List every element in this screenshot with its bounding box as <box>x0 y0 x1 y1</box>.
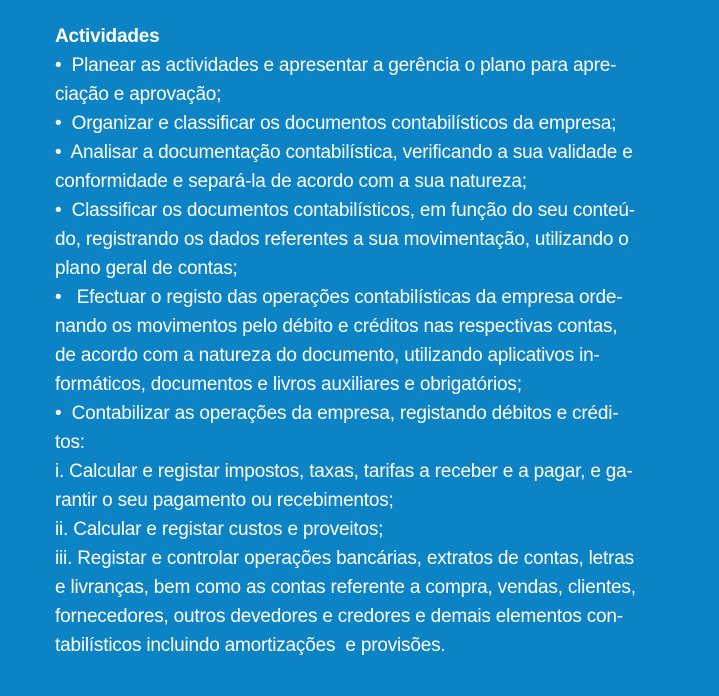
text-line-contabilizar-cont: tos: <box>55 432 85 453</box>
text-line-classificar-cont1: do, registrando os dados referentes a sua movimentação, utilizando o <box>55 229 629 250</box>
text-line-item-ii: ii. Calcular e registar custos e proveitos; <box>55 519 384 540</box>
text-line-item-iii-cont3: tabilísticos incluindo amortizações e provisões. <box>55 635 446 656</box>
text-line-item-iii: iii. Registar e controlar operações bancárias, extratos de contas, letras <box>55 548 634 569</box>
text-line-efectuar-cont2: de acordo com a natureza do documento, utilizando aplicativos in- <box>55 345 600 366</box>
text-line-item-i-cont: rantir o seu pagamento ou recebimentos; <box>55 490 394 511</box>
activities-heading: Actividades <box>55 26 160 47</box>
text-line-efectuar-cont1: nando os movimentos pelo débito e créditos nas respectivas contas, <box>55 316 618 337</box>
text-line-planear-cont: ciação e aprovação; <box>55 84 222 105</box>
text-line-item-i: i. Calcular e registar impostos, taxas, tarifas a receber e a pagar, e ga- <box>55 461 633 482</box>
text-line-organizar: • Organizar e classificar os documentos contabilísticos da empresa; <box>55 113 617 134</box>
text-line-classificar-cont2: plano geral de contas; <box>55 258 238 279</box>
text-line-classificar: • Classificar os documentos contabilísticos, em função do seu conteú- <box>55 200 635 221</box>
text-line-analisar-cont: conformidade e separá-la de acordo com a sua natureza; <box>55 171 527 192</box>
text-line-efectuar: • Efectuar o registo das operações contabilísticas da empresa orde- <box>55 287 623 308</box>
text-line-planear: • Planear as actividades e apresentar a gerência o plano para apre- <box>55 55 617 76</box>
text-line-item-iii-cont2: fornecedores, outros devedores e credores e demais elementos con- <box>55 606 623 627</box>
text-line-item-iii-cont1: e livranças, bem como as contas referente a compra, vendas, clientes, <box>55 577 636 598</box>
text-line-efectuar-cont3: formáticos, documentos e livros auxiliares e obrigatórios; <box>55 374 522 395</box>
text-line-analisar: • Analisar a documentação contabilística, verificando a sua validade e <box>55 142 633 163</box>
text-line-contabilizar: • Contabilizar as operações da empresa, registando débitos e crédi- <box>55 403 619 424</box>
